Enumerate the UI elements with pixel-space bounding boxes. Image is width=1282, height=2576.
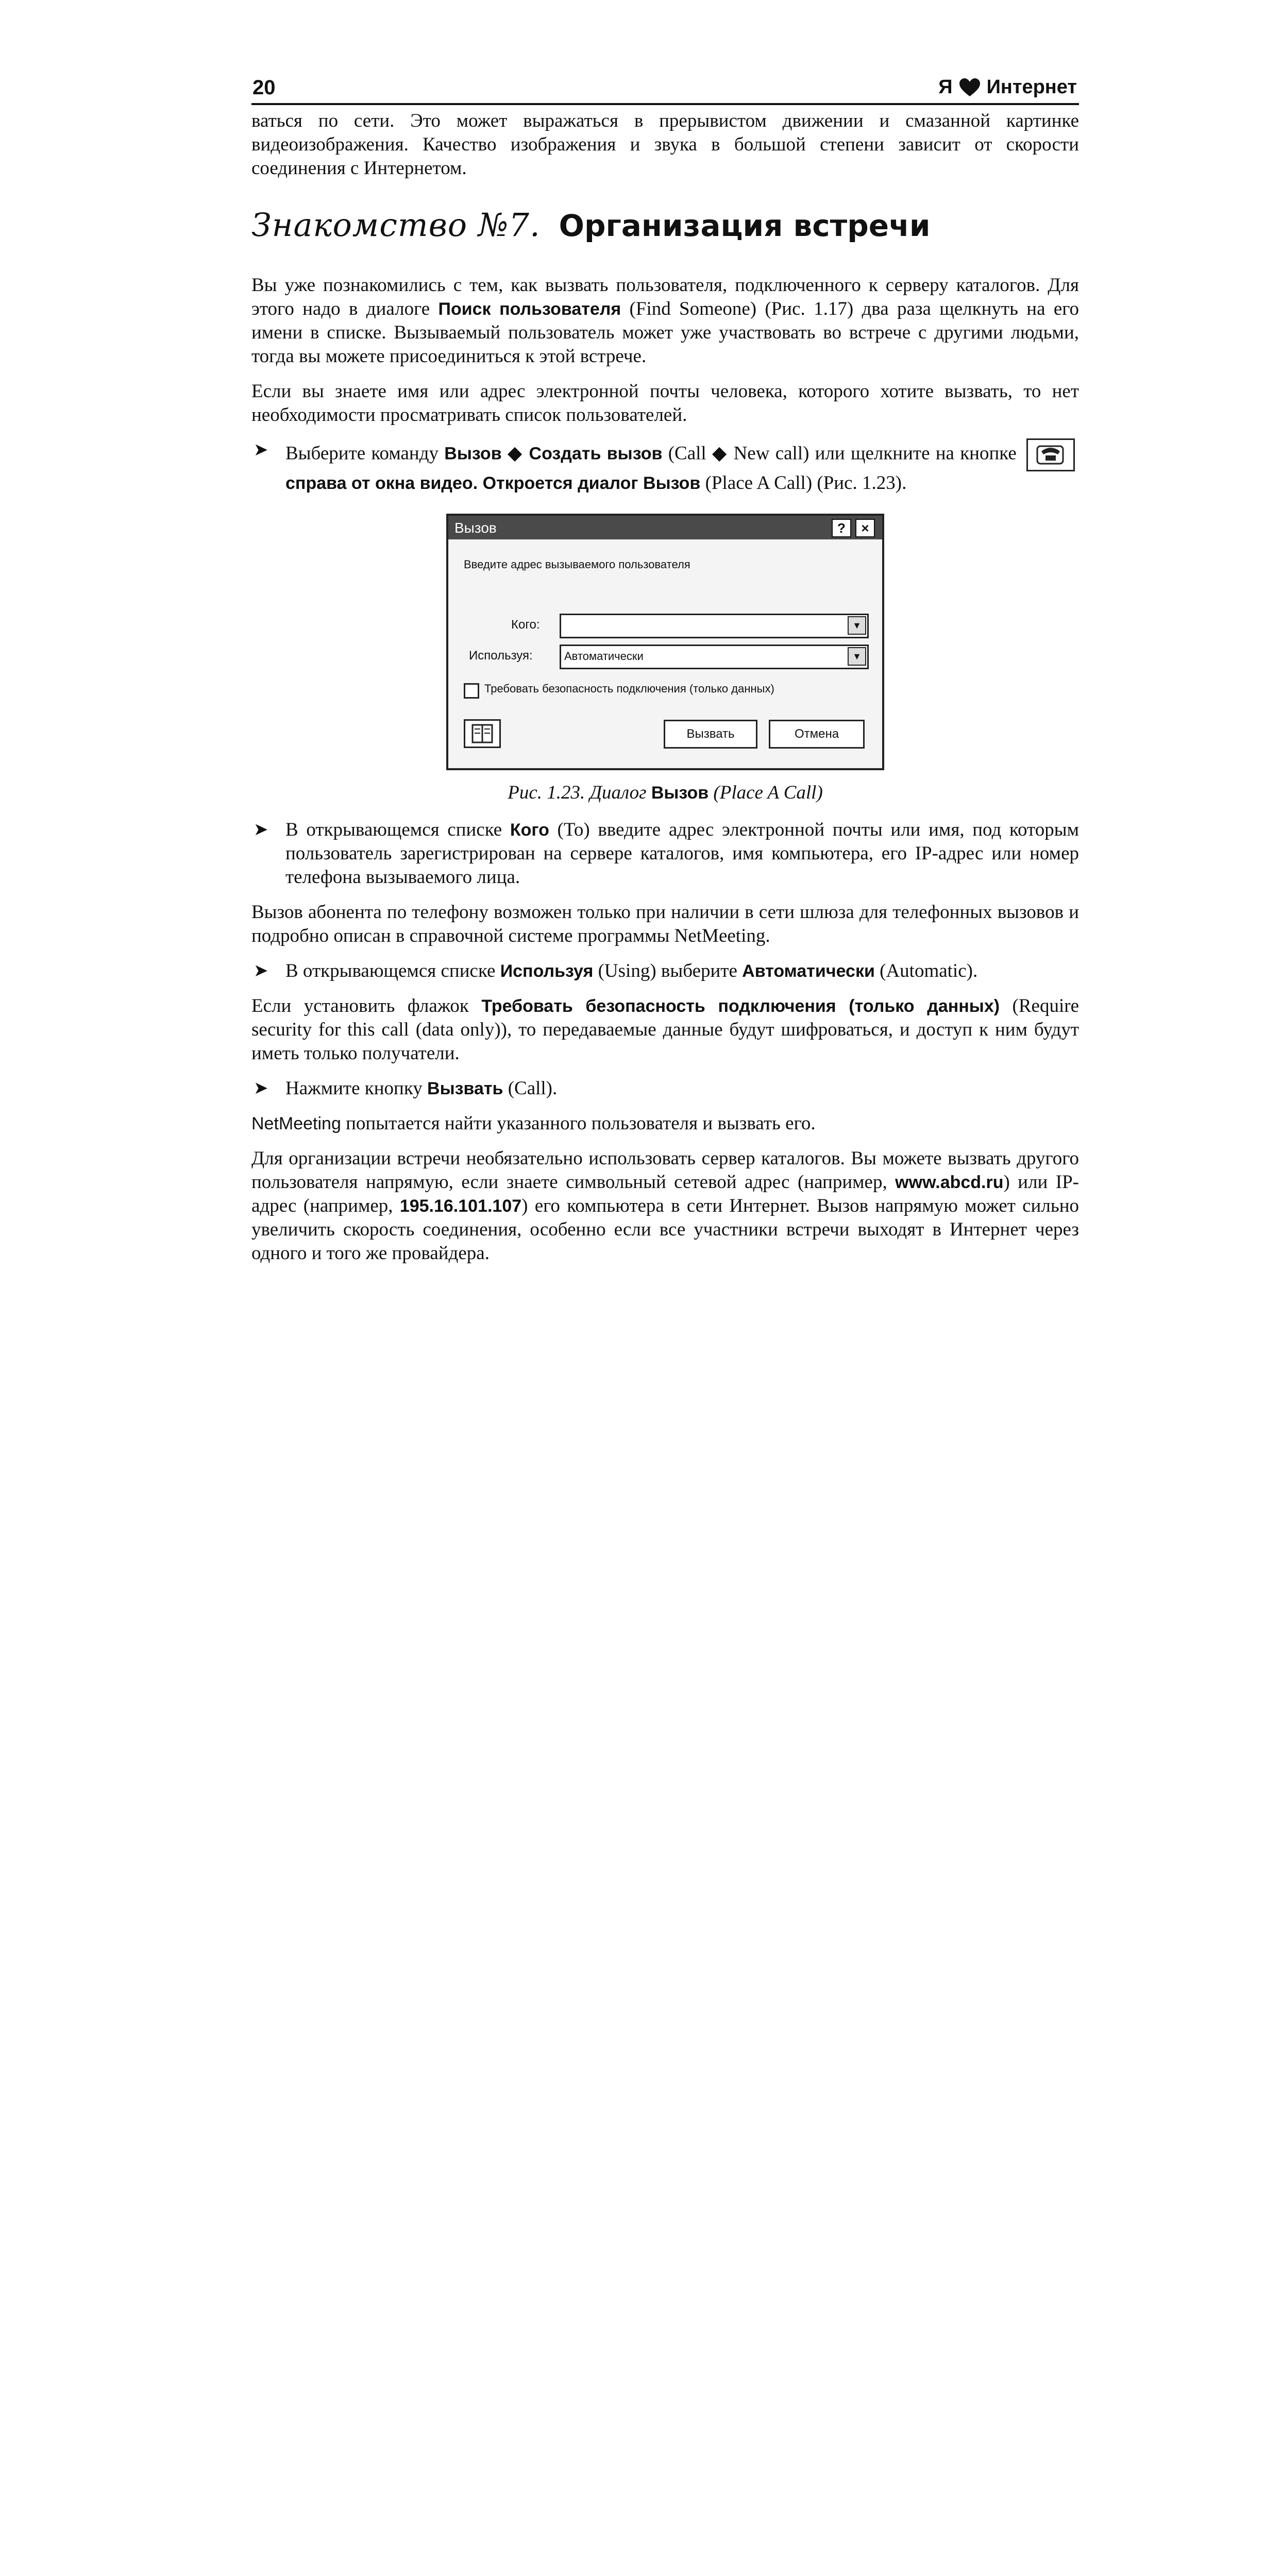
text: Рис. 1.23. Диалог [508,782,651,803]
text: (Using) выберите [593,960,743,981]
text: ◆ [501,443,529,464]
address-book-button[interactable] [464,719,501,748]
text: Если установить флажок [251,995,482,1016]
text: Нажмите кнопку [285,1078,428,1099]
using-combobox[interactable] [560,645,869,669]
place-call-dialog [446,514,884,770]
arrow-bullet-icon: ➤ [254,440,268,460]
text: (Find Someone) (Рис. 1.17) два раза щелкнуть на его имени в списке. Вызываемый пользователь может уже участвовать во встрече с другими людьми, тогда вы можете присоединиться к этой встрече. [251,298,1079,367]
arrow-bullet-icon: ➤ [254,820,268,839]
text: В открывающемся списке [285,960,500,981]
close-button[interactable]: × [855,519,875,537]
paragraph-6 [251,1147,1079,1265]
to-combobox[interactable] [560,614,869,638]
running-title-prefix: Я [938,76,953,98]
using-value: Автоматически [564,650,644,663]
bold-term: Поиск пользователя [438,299,621,319]
address-book-icon [465,721,499,747]
arrow-bullet-icon: ➤ [254,961,268,980]
bullet-item-2 [251,818,1079,889]
paragraph-1 [251,274,1079,368]
text: (Automatic). [874,960,978,981]
text: Вы уже познакомились с тем, как вызвать пользователя, подключенного к серверу каталогов. Для этого надо в диалоге [251,275,1079,319]
text: ) или IP-адрес (например, [251,1172,1079,1216]
menu-term: Создать вызов [529,444,663,464]
text: (Call). [503,1078,558,1099]
text: Выберите команду [285,443,445,464]
using-label: Используя: [469,649,533,663]
dialog-prompt: Введите адрес вызываемого пользователя [464,558,690,571]
menu-term: Вызов [444,444,502,464]
paragraph-4 [251,994,1079,1065]
text: (Place A Call) [709,782,823,803]
option-term: Автоматически [742,961,875,981]
page-number: 20 [252,76,276,99]
to-label: Кого: [511,618,540,632]
section-title [251,206,1079,244]
paragraph-3: Вызов абонента по телефону возможен только при наличии в сети шлюза для телефонных вызовов и подробно описан в справочной системе программы NetMeeting. [251,902,1079,946]
text: попытается найти указанного пользователя и вызвать его. [341,1113,816,1134]
book-page [251,76,1079,1265]
text: Для организации встречи необязательно использовать сервер каталогов. Вы можете вызвать другого пользователя напрямую, если знаете символьный сетевой адрес (например, [251,1148,1079,1193]
text: (Call ◆ New call) или щелкните на кнопке [662,443,1022,464]
running-header [251,76,1079,105]
option-term: Требовать безопасность подключения (только данных) [481,996,1000,1016]
field-term: Кого [510,820,549,840]
cancel-button[interactable]: Отмена [769,720,865,749]
heart-icon [959,78,981,97]
dialog-titlebar [448,516,882,539]
running-title-end: Интернет [986,76,1077,98]
button-term: Вызвать [427,1079,503,1098]
call-button[interactable]: Вызвать [664,720,757,749]
bullet-item-4 [251,1077,1079,1100]
help-button[interactable]: ? [832,519,851,537]
text: справа от окна видео. Откроется диалог [285,473,644,493]
intro-paragraph: ваться по сети. Это может выражаться в прерывистом движении и смазанной картинке видеоизображения. Качество изображения и звука в большой степени зависит от скорости соединения с Интернетом. [251,110,1079,179]
chevron-down-icon[interactable]: ▼ [848,647,866,666]
example-address: www.abcd.ru [895,1173,1004,1192]
secure-checkbox-label: Требовать безопасность подключения (только данных) [484,682,774,695]
secure-checkbox[interactable] [464,683,479,699]
product-name: NetMeeting [251,1114,341,1133]
dialog-title: Вызов [454,520,497,536]
text: (To) введите адрес электронной почты или имя, под которым пользователь зарегистрирован на сервере каталогов, имя компьютера, его IP-адрес или номер телефона вызываемого лица. [285,819,1079,888]
bullet-item-3 [251,959,1079,983]
chevron-down-icon[interactable]: ▼ [848,616,866,635]
text: ) его компьютера в сети Интернет. Вызов напрямую может сильно увеличить скорость соединения, особенно если все участники встречи выходят в Интернет через одного и того же провайдера. [251,1195,1079,1264]
text: (Place A Call) (Рис. 1.23). [700,472,907,494]
paragraph-5 [251,1112,1079,1136]
text: В открывающемся списке [285,819,510,840]
paragraph-2: Если вы знаете имя или адрес электронной почты человека, которого хотите вызвать, то нет необходимости просматривать список пользователей. [251,381,1079,426]
section-title-bold: Организация встречи [559,208,931,243]
running-title [938,76,1077,98]
figure-caption [251,782,1079,804]
dialog-term: Вызов [643,473,701,493]
caption-term: Вызов [651,783,709,803]
text: (Require security for this call (data only)), то передаваемые данные будут шифроваться, и доступ к ним будут иметь только получатели. [251,995,1079,1064]
arrow-bullet-icon: ➤ [254,1079,268,1098]
bullet-item-1 [251,438,1079,495]
call-button-icon [1026,438,1075,471]
field-term: Используя [500,961,594,981]
section-title-script: Знакомство №7. [251,206,541,244]
example-ip: 195.16.101.107 [399,1196,522,1216]
